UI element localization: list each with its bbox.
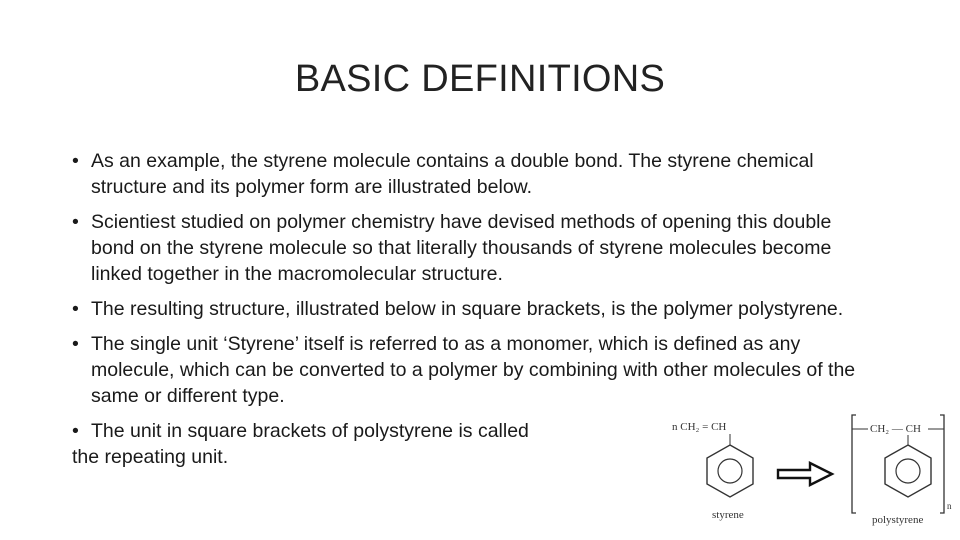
- bullet-dot: •: [72, 150, 79, 172]
- left-bracket: [852, 415, 856, 513]
- polymer-label: polystyrene: [872, 514, 924, 526]
- monomer-label: styrene: [712, 509, 744, 521]
- bullet-text: The resulting structure, illustrated below in square brackets, is the polymer polystyrene.: [91, 298, 844, 320]
- right-bracket: [940, 415, 944, 513]
- polymer-benzene-ring: [885, 445, 931, 497]
- bullet-text: The single unit ‘Styrene’ itself is referred to as a monomer, which is defined as any molecule, which can be converted to a polymer by combining with other molecules of the same or different type.: [91, 333, 856, 407]
- bullet-text: As an example, the styrene molecule contains a double bond. The styrene chemical structure and its polymer form are illustrated below.: [91, 150, 814, 198]
- bullet-text: The unit in square brackets of polystyrene is called: [91, 420, 529, 442]
- styrene-polymerization-figure: [640, 405, 960, 540]
- monomer-formula: n CH₂ = CH: [672, 421, 727, 433]
- bullet-item: [72, 331, 872, 409]
- bullet-dot: •: [72, 211, 79, 233]
- monomer-benzene-ring: [707, 445, 753, 497]
- polymer-subscript: n: [947, 501, 952, 511]
- bullet-text: Scientiest studied on polymer chemistry have devised methods of opening this double bond on the styrene molecule so that literally thousands of styrene molecules become linked together in the macromolecular structure.: [91, 211, 832, 285]
- bullet-dot: •: [72, 298, 79, 320]
- polymer-formula: CH₂ — CH: [870, 423, 921, 435]
- reaction-diagram: [640, 405, 960, 540]
- bullet-continuation: the repeating unit.: [72, 446, 229, 468]
- bullet-item: [72, 209, 872, 287]
- bullet-item: [72, 148, 872, 200]
- polymer-ring-circle: [896, 459, 920, 483]
- monomer-ring-circle: [718, 459, 742, 483]
- slide-title: BASIC DEFINITIONS: [294, 58, 666, 100]
- reaction-arrow-icon: [778, 463, 832, 485]
- bullet-dot: •: [72, 333, 79, 355]
- bullet-item: [72, 296, 872, 322]
- bullet-dot: •: [72, 420, 79, 442]
